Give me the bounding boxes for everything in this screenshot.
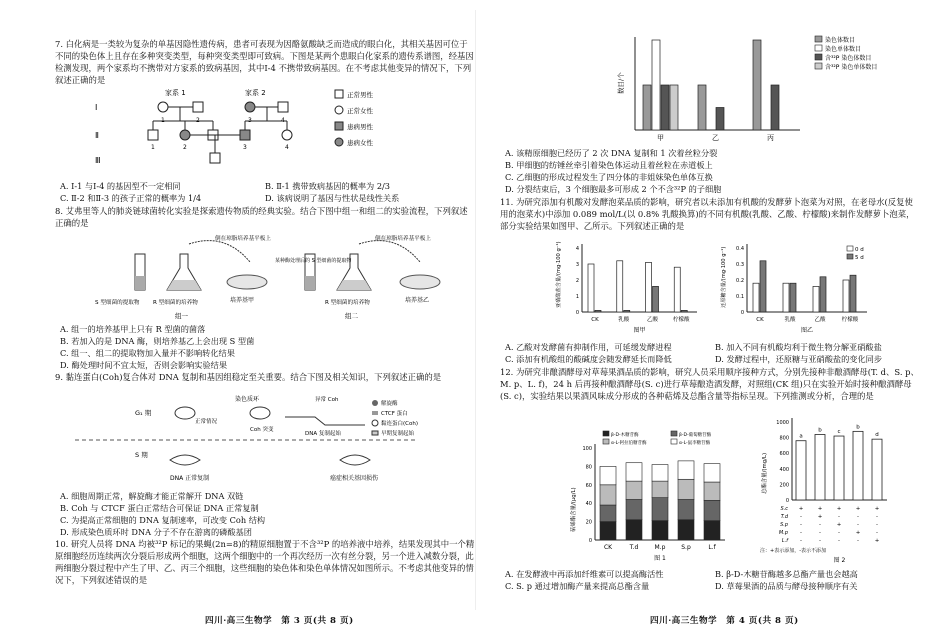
stack-M.p-2 bbox=[652, 481, 668, 498]
chart-note: 注：+表示添加，-表示不添加 bbox=[760, 548, 826, 554]
bar-4 bbox=[853, 431, 863, 500]
matrix-row-label: L.f bbox=[781, 538, 788, 544]
s-phase-label: S 期 bbox=[135, 451, 148, 459]
matrix-cell: - bbox=[819, 530, 821, 536]
q8-opt-d: D. 酶处理时间不宜太短，否则会影响实验结果 bbox=[60, 360, 228, 370]
bar-柠檬酸-5 d bbox=[850, 275, 856, 312]
stack-M.p-1 bbox=[652, 498, 668, 521]
bar-乙酸-0 d bbox=[813, 286, 819, 312]
plate-a bbox=[227, 275, 267, 289]
legend-label-1: 5 d bbox=[855, 255, 864, 261]
family2-label: 家系 2 bbox=[245, 89, 266, 97]
bar-乙酸-5 d bbox=[653, 286, 659, 312]
iii1-male bbox=[210, 153, 220, 163]
significance-letter: a bbox=[799, 433, 803, 440]
chart-title: 图乙 bbox=[800, 327, 814, 334]
treat-label: 某种酶处理后的 S 型细菌的提取物 bbox=[275, 258, 352, 264]
q11-chart-a bbox=[550, 234, 710, 336]
group2-label: 组二 bbox=[345, 312, 358, 320]
x-tick-label: 乙 bbox=[712, 134, 719, 142]
ii2-female-affected bbox=[180, 130, 190, 140]
legend-early-origin: 早期复制起始 bbox=[381, 431, 415, 437]
stack-L.f-2 bbox=[704, 482, 720, 500]
y-axis-label: 还原糖含量/(mg·100 g⁻¹) bbox=[721, 246, 727, 308]
q9-opt-b: B. Coh 与 CTCF 蛋白正常结合可保证 DNA 正常复制 bbox=[60, 503, 259, 513]
q10-opt-c: C. 乙细胞的形成过程发生了四分体的非姐妹染色单体互换 bbox=[505, 172, 713, 182]
q12-opt-c: C. S. p 通过增加酶产量来提高总酯含量 bbox=[505, 581, 650, 591]
bar-5 bbox=[872, 439, 882, 500]
q8-opt-a: A. 组一的培养基甲上只有 R 型菌的菌落 bbox=[60, 324, 206, 334]
legend-affected-female: 患病女性 bbox=[347, 139, 373, 147]
x-tick-label: CK bbox=[591, 317, 599, 323]
q12-chart-1 bbox=[565, 428, 755, 568]
i1-female bbox=[158, 102, 168, 112]
legend-label-2: α-L-阿拉伯糖苷酶 bbox=[611, 441, 647, 446]
bar-CK-5 d bbox=[595, 310, 601, 312]
matrix-cell: + bbox=[798, 506, 804, 512]
legend-label-0: 染色体数目 bbox=[825, 37, 856, 44]
bar-丙-0 bbox=[753, 40, 761, 130]
bar-柠檬酸-5 d bbox=[681, 310, 687, 312]
matrix-cell: + bbox=[855, 506, 861, 512]
q8-figure bbox=[75, 232, 465, 322]
right-page bbox=[500, 0, 945, 631]
s-extract-label: S 型细菌的提取物 bbox=[95, 300, 140, 306]
legend-normal-male: 正常男性 bbox=[347, 91, 373, 99]
legend-ctcf: CTCF 蛋白 bbox=[381, 411, 408, 417]
bar-甲-1 bbox=[652, 40, 660, 130]
matrix-cell: + bbox=[817, 506, 823, 512]
legend-swatch-1 bbox=[671, 431, 677, 436]
stack-T.d-1 bbox=[626, 500, 642, 520]
bar-乙酸-5 d bbox=[820, 277, 826, 312]
svg-text:3: 3 bbox=[248, 117, 252, 124]
y-tick: 400 bbox=[779, 466, 789, 473]
y-tick: 1 bbox=[575, 294, 579, 300]
legend-swatch-2 bbox=[603, 439, 609, 444]
y-tick: 0.2 bbox=[736, 278, 744, 284]
matrix-cell: + bbox=[855, 530, 861, 536]
svg-text:3: 3 bbox=[243, 144, 247, 151]
q7-stem: 7. 白化病是一类较为复杂的单基因隐性遗传病，患者可表现为因酪氨酸缺乏而造成的眼白化，其相关基因可位于不同的染色体上且存在多种突变类型，每种突变类型即可致病。下图是某两个患眼白化家系的遗传系谱图，经基因检测发现，两个家系均不携带对方家系的致病基因，其中Ⅰ-4 不携带致病基因。在不考虑其他变异的情况下，下列叙述正确的是 bbox=[55, 39, 474, 85]
matrix-row-label: T.d bbox=[780, 514, 788, 520]
q9-stem: 9. 黏连蛋白(Coh)复合体对 DNA 复制和基因组稳定至关重要。结合下图及相关知识，下列叙述正确的是 bbox=[55, 372, 442, 382]
y-tick: 0.4 bbox=[736, 246, 744, 252]
q10-chart bbox=[615, 30, 915, 150]
bar-乳酸-0 d bbox=[617, 261, 623, 312]
q8-opt-b: B. 若加入的是 DNA 酶，则培养基乙上会出现 S 型菌 bbox=[60, 336, 255, 346]
x-tick-label: CK bbox=[756, 317, 764, 323]
medium-b-label: 培养基乙 bbox=[405, 297, 430, 304]
q8-opt-c: C. 组一、组二的提取物加入量并不影响转化结果 bbox=[60, 348, 235, 358]
stack-M.p-0 bbox=[652, 521, 668, 540]
q9-figure bbox=[75, 395, 465, 487]
q11-opt-d: D. 发酵过程中，还原糖与亚硝酸盐的变化同步 bbox=[715, 354, 883, 364]
pour1-label: 倒在琼脂培养基平板上 bbox=[215, 236, 271, 242]
g1-phase-label: G₁ 期 bbox=[135, 409, 152, 417]
y-tick: 0 bbox=[588, 538, 592, 544]
svg-text:1: 1 bbox=[151, 144, 155, 151]
q11-opt-a: A. 乙酸对发酵菌有抑制作用，可延缓发酵进程 bbox=[505, 342, 672, 352]
matrix-row-label: M.p bbox=[778, 530, 788, 536]
stack-CK-1 bbox=[600, 505, 616, 522]
q11-stem: 11. 为研究添加有机酸对发酵泡菜品质的影响，研究者以未添加有机酸的发酵萝卜泡菜为对照，在老母水(反复使用的泡菜水)中添加 0.089 mol/L(以 0.8% 乳酸换算)的不同有机酸(乳酸、乙酸、柠檬酸)来制作发酵萝卜泡菜，部分实验结果如图甲、乙所示。下列叙述正确的是 bbox=[500, 197, 915, 231]
left-page bbox=[55, 0, 500, 631]
x-tick-label: 乳酸 bbox=[618, 317, 630, 323]
q10-stem: 10. 研究人员将 DNA 均被³²P 标记的果蝇(2n=8)的精原细胞置于不含³²P 的培养液中培养，结果发现其中一个精原细胞经历连续两次分裂后形成两个细胞，这两个细胞中的一个再次经历一次有丝分裂，另一个进入减数分裂，此两细胞分裂过程中产生了甲、乙、丙三个细胞，这些细胞的染色体和染色单体情况如图所示。不考虑其他变异的情况下，下列叙述错误的是 bbox=[55, 539, 475, 585]
legend-label-1: 染色单体数目 bbox=[825, 46, 862, 53]
q7-opt-a: A. Ⅰ-1 与Ⅰ-4 的基因型不一定相同 bbox=[60, 181, 181, 191]
medium-a-label: 培养基甲 bbox=[230, 297, 255, 304]
stack-T.d-0 bbox=[626, 520, 642, 540]
matrix-cell: - bbox=[819, 522, 821, 528]
group1-label: 组一 bbox=[175, 312, 188, 320]
y-tick: 0 bbox=[575, 310, 579, 316]
replication-bubble-normal bbox=[170, 455, 200, 465]
matrix-row-label: S.c bbox=[780, 506, 788, 512]
y-tick: 20 bbox=[585, 519, 592, 526]
bar-3 bbox=[834, 436, 844, 500]
matrix-cell: - bbox=[876, 522, 878, 528]
i4-male bbox=[278, 102, 288, 112]
bar-2 bbox=[815, 434, 825, 500]
q12-opt-b: B. β-D-木糖苷酶越多总酯产量也会越高 bbox=[715, 569, 858, 579]
matrix-cell: + bbox=[817, 514, 823, 520]
legend-swatch-0 bbox=[603, 431, 609, 436]
q7-opt-c: C. Ⅱ-2 和Ⅱ-3 的孩子正常的概率为 1/4 bbox=[60, 193, 202, 203]
bar-乙-2 bbox=[716, 108, 724, 131]
abnormal-coh-label: 异常 Coh bbox=[315, 397, 339, 403]
bar-乳酸-5 d bbox=[790, 283, 796, 312]
i2-male bbox=[193, 102, 203, 112]
matrix-cell: - bbox=[838, 514, 840, 520]
matrix-row-label: S.p bbox=[780, 522, 788, 528]
matrix-cell: - bbox=[876, 530, 878, 536]
matrix-cell: - bbox=[800, 530, 802, 536]
q10-opt-b: B. 甲细胞的纺锤丝牵引着染色体运动且着丝粒在赤道板上 bbox=[505, 160, 713, 170]
page3-footer: 四川·高三生物学 第 3 页(共 8 页) bbox=[205, 616, 354, 626]
y-tick: 800 bbox=[779, 435, 789, 442]
legend-swatch-0 bbox=[815, 36, 822, 42]
legend-normal-female: 正常女性 bbox=[347, 107, 373, 115]
matrix-cell: - bbox=[857, 538, 859, 544]
matrix-cell: + bbox=[874, 538, 880, 544]
q10-opt-d: D. 分裂结束后，3 个细胞最多可形成 2 个不含³²P 的子细胞 bbox=[505, 184, 722, 194]
y-tick: 80 bbox=[585, 464, 592, 471]
y-tick: 3 bbox=[575, 262, 579, 268]
significance-letter: b bbox=[818, 427, 822, 434]
y-tick: 1000 bbox=[776, 420, 789, 426]
family1-label: 家系 1 bbox=[165, 89, 186, 97]
r-culture2-label: R 型细菌的培养物 bbox=[325, 300, 370, 306]
x-tick-label: 柠檬酸 bbox=[841, 317, 859, 323]
x-tick-label: 丙 bbox=[767, 134, 774, 142]
matrix-cell: - bbox=[800, 522, 802, 528]
q12-opt-a: A. 在发酵液中再添加纤维素可以提高酶活性 bbox=[505, 569, 664, 579]
q12-chart-2 bbox=[758, 410, 898, 568]
stack-L.f-3 bbox=[704, 464, 720, 482]
x-tick-label: 乙酸 bbox=[646, 317, 659, 323]
matrix-cell: + bbox=[874, 506, 880, 512]
x-tick-label: CK bbox=[603, 544, 613, 551]
q7-opt-d: D. 该病说明了基因与性状是线性关系 bbox=[265, 193, 400, 203]
legend-label-0: β-D-木糖苷酶 bbox=[611, 433, 639, 438]
r-culture-label: R 型细菌的培养物 bbox=[153, 300, 198, 306]
stack-M.p-3 bbox=[652, 465, 668, 482]
legend-label-1: β-D-葡萄糖苷酶 bbox=[679, 433, 712, 438]
bar-CK-0 d bbox=[588, 264, 594, 312]
y-tick: 100 bbox=[582, 446, 592, 452]
legend-swatch-0 bbox=[847, 246, 853, 251]
stack-CK-0 bbox=[600, 522, 616, 540]
legend-swatch-1 bbox=[815, 45, 822, 51]
stack-S.p-2 bbox=[678, 479, 694, 499]
stack-S.p-1 bbox=[678, 500, 694, 520]
q12-stem: 12. 为研究非酿酒酵母对草莓果酒品质的影响，研究人员采用顺序接种方式，分别先接种非酿酒酵母(T. d、S. p、M. p、L. f)，24 h 后再接种酿酒酵母(S. c)进行草莓酿造酒发酵，对照组(CK 组)只在实验开始时接种酿酒酵母(S. c)，实验结果以果酒风味成分形成的各种萜烯及总酯含量等指标呈现。下列推测或分析，合理的是 bbox=[500, 367, 919, 401]
bar-丙-2 bbox=[771, 85, 779, 130]
cancer-label: 癌症相关基因损伤 bbox=[330, 475, 379, 482]
x-tick-label: 柠檬酸 bbox=[672, 317, 690, 323]
y-tick: 40 bbox=[585, 501, 592, 508]
legend-swatch-3 bbox=[815, 63, 822, 69]
x-tick-label: 甲 bbox=[657, 134, 664, 142]
matrix-cell: - bbox=[857, 514, 859, 520]
q9-opt-a: A. 细胞周期正常，解旋酶才能正常解开 DNA 双链 bbox=[60, 491, 244, 501]
y-tick: 200 bbox=[779, 482, 789, 489]
stack-CK-3 bbox=[600, 466, 616, 484]
svg-text:2: 2 bbox=[196, 117, 200, 124]
bar-1 bbox=[796, 441, 806, 500]
y-tick: 60 bbox=[585, 482, 592, 489]
svg-text:4: 4 bbox=[281, 117, 285, 124]
bar-甲-3 bbox=[670, 85, 678, 130]
x-tick-label: T.d bbox=[629, 544, 639, 551]
y-axis-label: 总酯含量/(mg/L) bbox=[762, 452, 768, 494]
replication-origin-label: DNA 复制起始 bbox=[305, 431, 341, 437]
matrix-cell: - bbox=[819, 538, 821, 544]
y-tick: 0.1 bbox=[736, 294, 744, 300]
ii1-male bbox=[148, 130, 158, 140]
pour2-label: 倒在琼脂培养基平板上 bbox=[375, 236, 431, 242]
bar-CK-0 d bbox=[753, 283, 759, 312]
coh-mutation-label: Coh 突变 bbox=[250, 427, 274, 433]
y-axis-label: 亚硝酸盐含量/(mg·100 g⁻¹) bbox=[556, 241, 562, 308]
y-axis-label: 数目/个 bbox=[617, 72, 625, 94]
q9-opt-c: C. 为提高正常细胞的 DNA 复制速率，可改变 Coh 结构 bbox=[60, 515, 266, 525]
stack-T.d-2 bbox=[626, 481, 642, 499]
pedigree-figure bbox=[95, 87, 425, 167]
legend-swatch-2 bbox=[815, 54, 822, 60]
matrix-cell: - bbox=[800, 514, 802, 520]
bar-柠檬酸-0 d bbox=[843, 280, 849, 312]
chromatin-ring-label: 染色质环 bbox=[235, 396, 260, 403]
chart-title: 图 2 bbox=[833, 557, 846, 564]
ii4-female bbox=[282, 130, 292, 140]
matrix-cell: - bbox=[838, 538, 840, 544]
svg-text:4: 4 bbox=[285, 144, 289, 151]
matrix-cell: - bbox=[838, 530, 840, 536]
q12-opt-d: D. 草莓果酒的品质与酵母接种顺序有关 bbox=[715, 581, 858, 591]
q10-opt-a: A. 该精原细胞已经历了 2 次 DNA 复制和 1 次着丝粒分裂 bbox=[505, 148, 718, 158]
stack-CK-2 bbox=[600, 485, 616, 505]
stack-L.f-1 bbox=[704, 500, 720, 520]
matrix-cell: - bbox=[876, 514, 878, 520]
ii3-male-affected bbox=[240, 130, 250, 140]
legend-label-3: α-L-鼠李糖苷酶 bbox=[679, 441, 711, 446]
matrix-cell: + bbox=[836, 506, 842, 512]
page4-footer: 四川·高三生物学 第 4 页(共 8 页) bbox=[650, 616, 799, 626]
legend-swatch-1 bbox=[847, 254, 853, 259]
legend-affected-male: 患病男性 bbox=[347, 123, 373, 131]
q11-opt-b: B. 加入不同有机酸均利于微生物分解亚硝酸盐 bbox=[715, 342, 882, 352]
gen1-label: Ⅰ bbox=[95, 103, 98, 112]
legend-label-3: 含³²P 染色单体数目 bbox=[825, 64, 878, 71]
stack-T.d-3 bbox=[626, 463, 642, 481]
q7-opt-b: B. Ⅱ-1 携带致病基因的概率为 2/3 bbox=[265, 181, 391, 191]
normal-replication-label: DNA 正常复制 bbox=[170, 475, 210, 482]
q8-stem: 8. 艾弗里等人的肺炎链球菌转化实验是探索遗传物质的经典实验。结合下图中组一和组二的实验流程，下列叙述正确的是 bbox=[55, 206, 468, 228]
chromatin-loop-2 bbox=[250, 407, 270, 419]
y-tick: 600 bbox=[779, 451, 789, 458]
legend-label-0: 0 d bbox=[855, 247, 864, 253]
bar-CK-5 d bbox=[760, 261, 766, 312]
legend-helicase: 解旋酶 bbox=[381, 401, 398, 407]
y-tick: 0.3 bbox=[736, 262, 744, 268]
matrix-cell: + bbox=[836, 522, 842, 528]
q11-opt-c: C. 添加有机酸组的酸碱度会随发酵延长而降低 bbox=[505, 354, 672, 364]
y-axis-label: 萜烯酯含量/(μg/L) bbox=[571, 487, 577, 532]
bar-乳酸-0 d bbox=[783, 283, 789, 312]
y-tick: 0 bbox=[740, 310, 744, 316]
bar-乳酸-5 d bbox=[624, 310, 630, 312]
bar-甲-0 bbox=[643, 85, 651, 130]
replication-bubble-abnormal bbox=[340, 455, 370, 465]
matrix-cell: - bbox=[857, 522, 859, 528]
normal-label: 正常情况 bbox=[195, 419, 218, 425]
y-tick: 4 bbox=[575, 246, 579, 252]
gen3-label: Ⅲ bbox=[95, 156, 101, 165]
svg-text:1: 1 bbox=[161, 117, 165, 124]
bar-乙酸-0 d bbox=[646, 262, 652, 312]
legend-coh: 黏连蛋白(Coh) bbox=[381, 421, 418, 427]
svg-text:2: 2 bbox=[183, 144, 187, 151]
chart-title: 图甲 bbox=[633, 327, 646, 334]
stack-S.p-0 bbox=[678, 520, 694, 540]
chromatin-loop-1 bbox=[175, 407, 195, 419]
significance-letter: d bbox=[875, 432, 879, 439]
y-tick: 2 bbox=[575, 278, 579, 284]
stack-S.p-3 bbox=[678, 461, 694, 479]
matrix-cell: - bbox=[800, 538, 802, 544]
i3-female-affected bbox=[245, 102, 255, 112]
q9-opt-d: D. 形成染色质环时 DNA 分子不存在游离的磷酸基团 bbox=[60, 527, 252, 537]
x-tick-label: M.p bbox=[654, 544, 666, 551]
chart-title: 图 1 bbox=[654, 555, 666, 562]
gen2-label: Ⅱ bbox=[95, 131, 99, 140]
bar-甲-2 bbox=[661, 85, 669, 130]
significance-letter: c bbox=[837, 429, 841, 436]
q11-chart-b bbox=[715, 234, 890, 336]
x-tick-label: L.f bbox=[708, 544, 716, 551]
bar-柠檬酸-0 d bbox=[674, 267, 680, 312]
bar-乙-0 bbox=[698, 85, 706, 130]
legend-swatch-3 bbox=[671, 439, 677, 444]
significance-letter: b bbox=[856, 424, 860, 431]
y-tick: 0 bbox=[785, 498, 789, 504]
x-tick-label: S.p bbox=[681, 544, 691, 551]
stack-L.f-0 bbox=[704, 521, 720, 540]
x-tick-label: 乙酸 bbox=[814, 317, 826, 323]
plate-b bbox=[400, 275, 440, 289]
x-tick-label: 乳酸 bbox=[784, 317, 796, 323]
legend-label-2: 含³²P 染色体数目 bbox=[825, 55, 872, 62]
